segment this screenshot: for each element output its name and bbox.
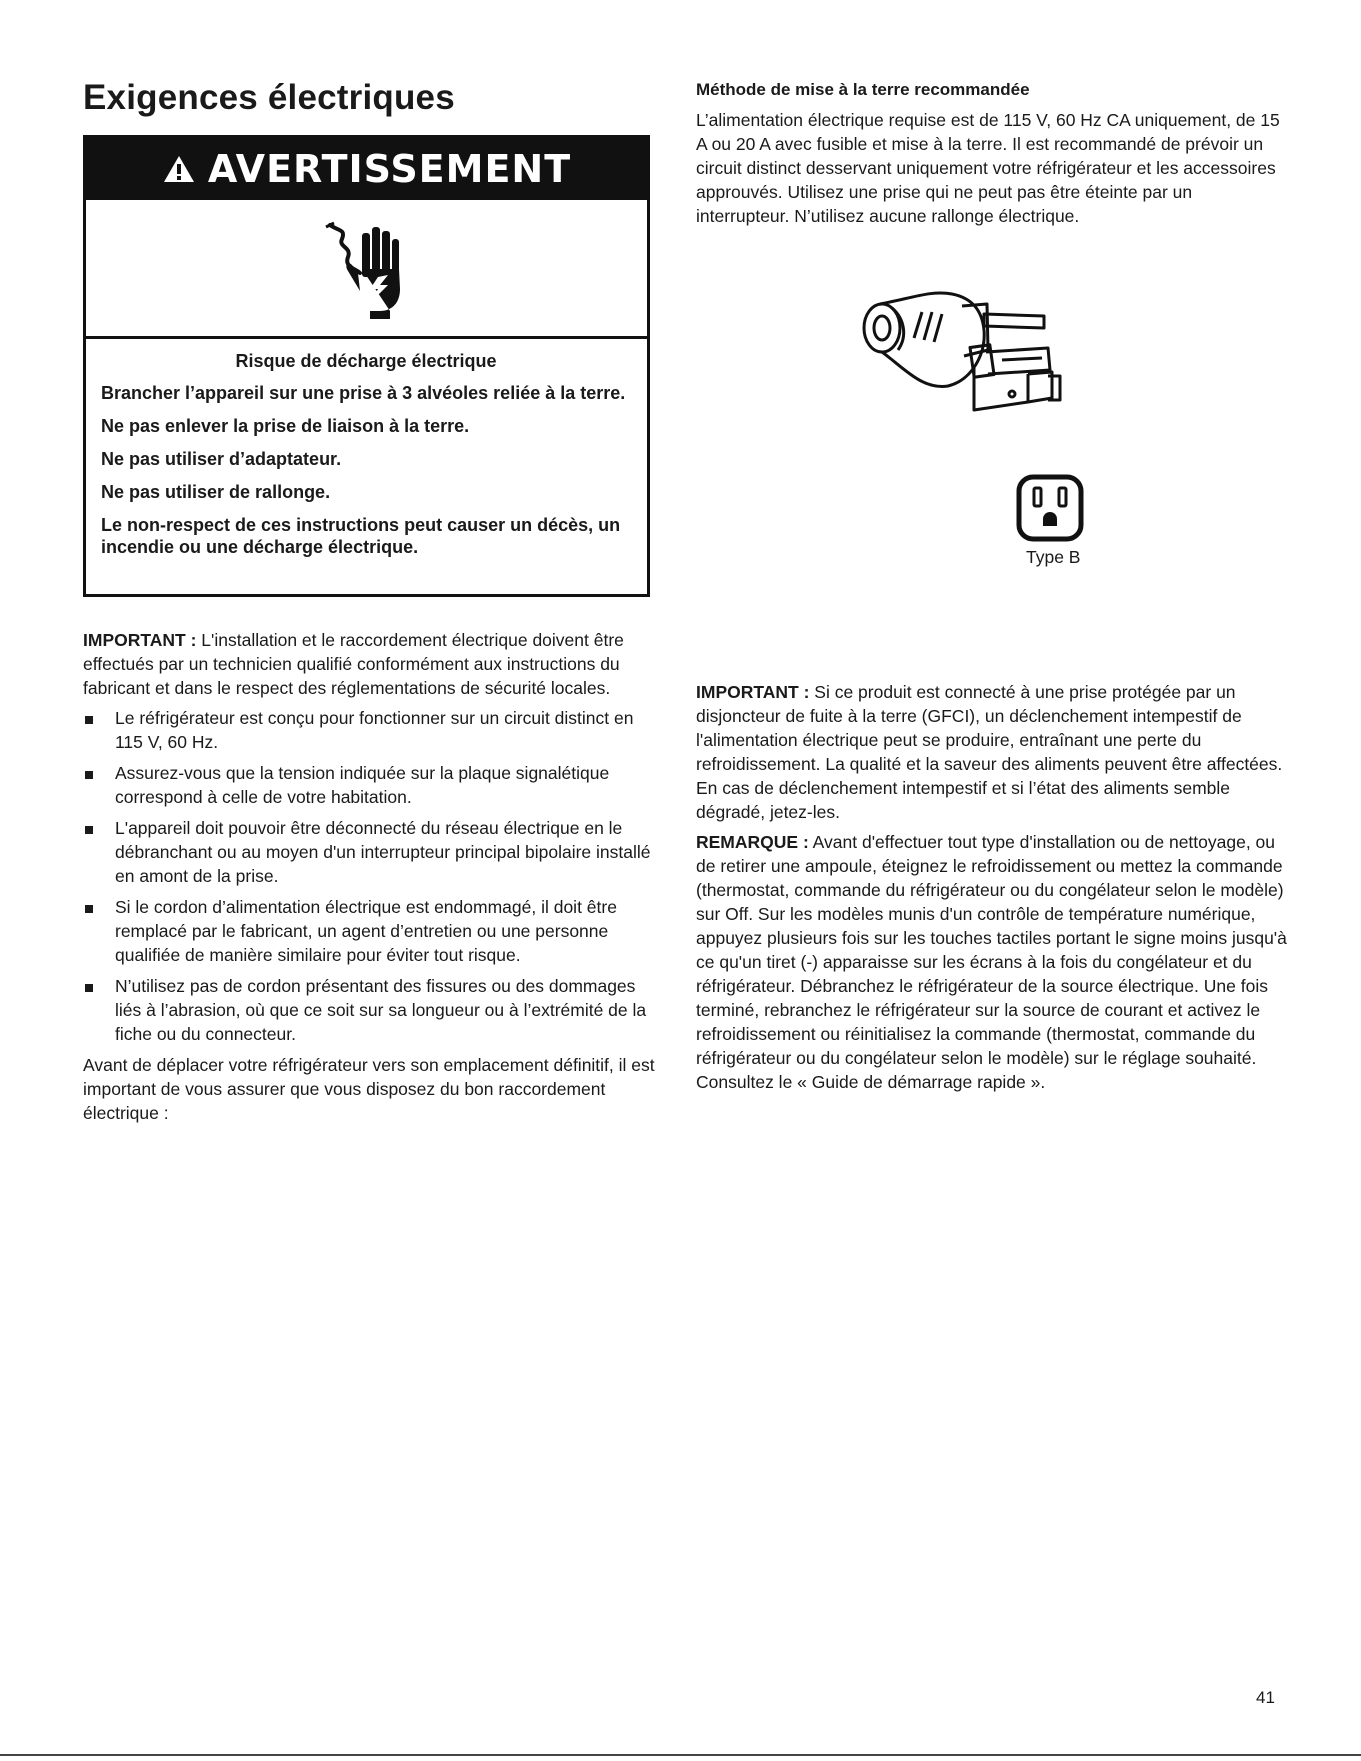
warning-triangle-icon bbox=[162, 154, 196, 184]
page-number: 41 bbox=[1256, 1688, 1275, 1707]
grounding-intro: L’alimentation électrique requise est de 115 V, 60 Hz CA uniquement, de 15 A ou 20 A avec fusible et mise à la terre. Il est recommandé de prévoir un circuit distinct desservant uniquement votre réfrigérateur et les accessoires approuvés. Utilisez une prise qui ne peut pas être éteinte par un interrupteur. N’utilisez aucune rallonge électrique. bbox=[696, 110, 1280, 226]
outlet-caption: Type B bbox=[1026, 547, 1081, 567]
important-paragraph bbox=[83, 628, 665, 700]
page-title: Exigences électriques bbox=[83, 78, 455, 117]
type-b-outlet-icon bbox=[1016, 474, 1084, 542]
three-prong-plug-icon bbox=[852, 290, 1072, 420]
warning-icon-area bbox=[86, 200, 647, 339]
important-label: IMPORTANT : bbox=[83, 630, 197, 650]
outlet-figure bbox=[1016, 474, 1084, 547]
bottom-rule bbox=[0, 1754, 1361, 1756]
note-paragraph bbox=[696, 830, 1292, 1094]
requirements-list bbox=[83, 706, 665, 1046]
right-column bbox=[696, 80, 1286, 234]
list-item: Si le cordon d’alimentation électrique est endommagé, il doit être remplacé par le fabricant, un agent d’entretien ou une personne qualifiée de manière similaire pour éviter tout risque. bbox=[83, 895, 665, 967]
warning-header-label: AVERTISSEMENT bbox=[207, 147, 572, 191]
warning-subtitle: Risque de décharge électrique bbox=[235, 351, 497, 371]
warning-line: Ne pas utiliser d’adaptateur. bbox=[101, 449, 342, 469]
warning-line: Le non-respect de ces instructions peut causer un décès, un incendie ou une décharge électrique. bbox=[101, 515, 621, 557]
warning-box bbox=[83, 135, 650, 597]
electric-shock-hand-icon bbox=[312, 213, 422, 323]
list-item: L'appareil doit pouvoir être déconnecté du réseau électrique en le débranchant ou au moyen d'un interrupteur principal bipolaire installé en amont de la prise. bbox=[83, 816, 665, 888]
warning-line: Ne pas enlever la prise de liaison à la terre. bbox=[101, 416, 470, 436]
list-item: Le réfrigérateur est conçu pour fonctionner sur un circuit distinct en 115 V, 60 Hz. bbox=[83, 706, 665, 754]
warning-line: Brancher l’appareil sur une prise à 3 alvéoles reliée à la terre. bbox=[101, 383, 626, 403]
grounding-heading: Méthode de mise à la terre recommandée bbox=[696, 80, 1030, 99]
left-column bbox=[83, 628, 665, 1131]
note-text: Avant d'effectuer tout type d'installation ou de nettoyage, ou de retirer une ampoule, éteignez le refroidissement ou mettez la commande (thermostat, commande du réfrigérateur ou du congélateur selon le modèle) sur Off. Sur les modèles munis d'un contrôle de température numérique, appuyez plusieurs fois sur les touches tactiles portant le signe moins jusqu'à ce qu'un tiret (-) apparaisse sur les écrans à la fois du congélateur et du réfrigérateur. Débranchez le réfrigérateur de la source électrique. Une fois terminé, rebranchez le réfrigérateur sur la source de courant et activez le refroidissement ou réinitialisez la commande (thermostat, commande du réfrigérateur ou du congélateur selon le modèle) sur le réglage souhaité. Consultez le « Guide de démarrage rapide ». bbox=[696, 832, 1287, 1092]
important-text: L'installation et le raccordement électrique doivent être effectués par un technicien qualifié conformément aux instructions du fabricant et dans le respect des réglementations de sécurité locales. bbox=[83, 630, 624, 698]
note-label: REMARQUE : bbox=[696, 832, 809, 852]
warning-body bbox=[86, 339, 647, 558]
warning-line: Ne pas utiliser de rallonge. bbox=[101, 482, 331, 502]
gfci-paragraph bbox=[696, 680, 1292, 824]
closing-paragraph: Avant de déplacer votre réfrigérateur vers son emplacement définitif, il est important de vous assurer que vous disposez du bon raccordement électrique : bbox=[83, 1055, 655, 1123]
three-prong-plug-figure bbox=[852, 290, 1072, 425]
list-item: N’utilisez pas de cordon présentant des fissures ou des dommages liés à l’abrasion, où que ce soit sur sa longueur ou à l’extrémité de la fiche ou du connecteur. bbox=[83, 974, 665, 1046]
right-lower-column bbox=[696, 680, 1292, 1100]
important-label: IMPORTANT : bbox=[696, 682, 810, 702]
list-item: Assurez-vous que la tension indiquée sur la plaque signalétique correspond à celle de votre habitation. bbox=[83, 761, 665, 809]
gfci-text: Si ce produit est connecté à une prise protégée par un disjoncteur de fuite à la terre (GFCI), un déclenchement intempestif de l'alimentation électrique peut se produire, entraînant une perte du refroidissement. La qualité et la saveur des aliments peuvent être affectées. En cas de déclenchement intempestif et si l’état des aliments semble dégradé, jetez-les. bbox=[696, 682, 1283, 822]
warning-header bbox=[86, 138, 647, 200]
